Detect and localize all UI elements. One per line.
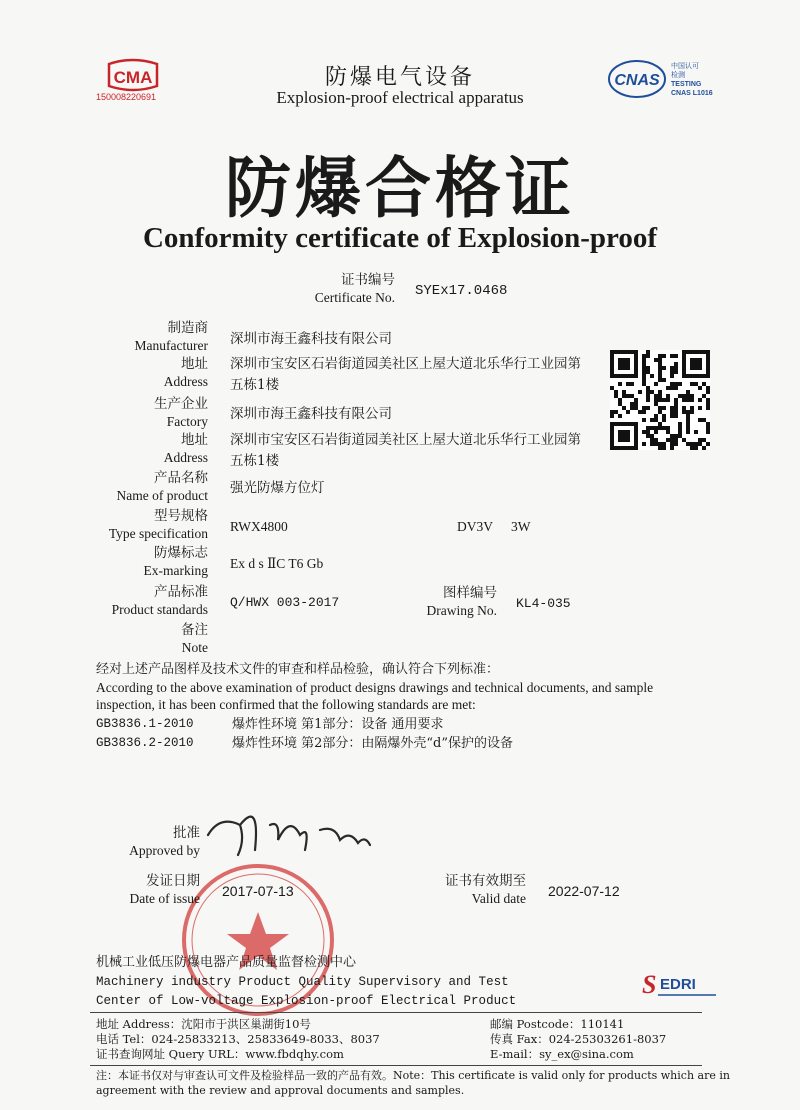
divider xyxy=(90,1012,702,1013)
type-label: 型号规格 Type specification xyxy=(108,508,208,541)
contact-email: E-mail：sy_ex@sina.com xyxy=(490,1047,634,1061)
drawing-value: KL4-035 xyxy=(516,596,571,611)
factory-address-label: 地址 Address xyxy=(163,432,208,465)
contact-query-url: 证书查询网址 Query URL：www.fbdqhy.com xyxy=(96,1047,344,1061)
svg-text:检测: 检测 xyxy=(671,71,685,79)
divider xyxy=(90,1065,702,1066)
svg-text:S: S xyxy=(642,970,657,999)
product-value: 强光防爆方位灯 xyxy=(230,480,325,496)
footnote: 注：本证书仅对与审查认可文件及检验样品一致的产品有效。Note：This certificate is valid only for products which are in agreement with the review and approval documents and samples. xyxy=(96,1069,730,1097)
header-title-cn: 防爆电气设备 xyxy=(324,65,475,90)
contact-address: 地址 Address：沈阳市于洪区巢湖街10号 xyxy=(96,1017,311,1031)
standards-value: Q/HWX 003-2017 xyxy=(230,595,340,610)
standard-desc-1: 爆炸性环境 第1部分：设备 通用要求 xyxy=(232,717,444,732)
certificate-title-cn: 防爆合格证 xyxy=(225,149,575,227)
address-value: 深圳市宝安区石岩街道园美社区上屋大道北乐华行工业园第 五栋1楼 xyxy=(230,356,581,393)
standards-label: 产品标准 Product standards xyxy=(111,584,208,617)
exmarking-label: 防爆标志 Ex-marking xyxy=(143,545,208,578)
type-value: RWX4800 xyxy=(230,519,288,534)
statement-en: According to the above examination of product designs drawings and technical documents, and sample inspection, it has been confirmed that the following standards are met: xyxy=(96,680,654,712)
standard-code-1: GB3836.1-2010 xyxy=(96,717,194,731)
certificate-number-label: 证书编号 Certificate No. xyxy=(314,272,395,305)
qr-code xyxy=(610,350,710,450)
statement-cn: 经对上述产品图样及技术文件的审查和样品检验，确认符合下列标准： xyxy=(96,662,500,677)
factory-address-value: 深圳市宝安区石岩街道园美社区上屋大道北乐华行工业园第 五栋1楼 xyxy=(230,432,581,469)
issue-date: 2017-07-13 xyxy=(222,883,294,899)
svg-text:中国认可: 中国认可 xyxy=(671,62,699,70)
factory-value: 深圳市海王鑫科技有限公司 xyxy=(230,406,392,422)
drawing-label: 图样编号 Drawing No. xyxy=(426,585,497,618)
signature xyxy=(200,795,380,865)
standard-code-2: GB3836.2-2010 xyxy=(96,736,194,750)
authority-name-cn: 机械工业低压防爆电器产品质量监督检测中心 xyxy=(96,955,357,970)
issue-date-label: 发证日期 Date of issue xyxy=(129,873,200,906)
authority-name-en: Machinery industry Product Quality Supervisory and Test Center of Low-voltage Explosion-proof Electrical Product xyxy=(96,975,517,1008)
cma-number: 150008220691 xyxy=(96,92,157,102)
svg-text:CNAS L1016: CNAS L1016 xyxy=(671,90,713,97)
header-title-en: Explosion-proof electrical apparatus xyxy=(276,88,524,107)
type-voltage: DV3V xyxy=(457,519,493,534)
svg-text:EDRI: EDRI xyxy=(660,976,696,993)
valid-date-label: 证书有效期至 Valid date xyxy=(445,873,526,906)
note-label: 备注 Note xyxy=(181,622,208,655)
contact-fax: 传真 Fax：024-25303261-8037 xyxy=(490,1032,667,1046)
contact-postcode: 邮编 Postcode：110141 xyxy=(490,1017,625,1031)
exmarking-value: Ex d s ⅡC T6 Gb xyxy=(230,556,324,571)
svg-text:CNAS: CNAS xyxy=(614,72,660,89)
factory-label: 生产企业 Factory xyxy=(154,396,208,429)
sedri-logo xyxy=(640,965,720,1001)
approved-by-label: 批准 Approved by xyxy=(129,825,200,858)
manufacturer-value: 深圳市海王鑫科技有限公司 xyxy=(230,331,392,347)
certificate-title-en: Conformity certificate of Explosion-proof xyxy=(142,222,658,254)
contact-tel: 电话 Tel：024-25833213、25833649-8033、8037 xyxy=(96,1032,380,1046)
address-label: 地址 Address xyxy=(163,356,208,389)
product-label: 产品名称 Name of product xyxy=(116,470,208,503)
manufacturer-label: 制造商 Manufacturer xyxy=(134,320,208,353)
svg-text:CMA: CMA xyxy=(113,68,153,87)
svg-text:TESTING: TESTING xyxy=(671,81,702,88)
type-power: 3W xyxy=(511,519,531,534)
valid-date: 2022-07-12 xyxy=(548,883,620,899)
standard-desc-2: 爆炸性环境 第2部分：由隔爆外壳“d”保护的设备 xyxy=(232,736,514,751)
certificate-number: SYEx17.0468 xyxy=(415,283,508,299)
